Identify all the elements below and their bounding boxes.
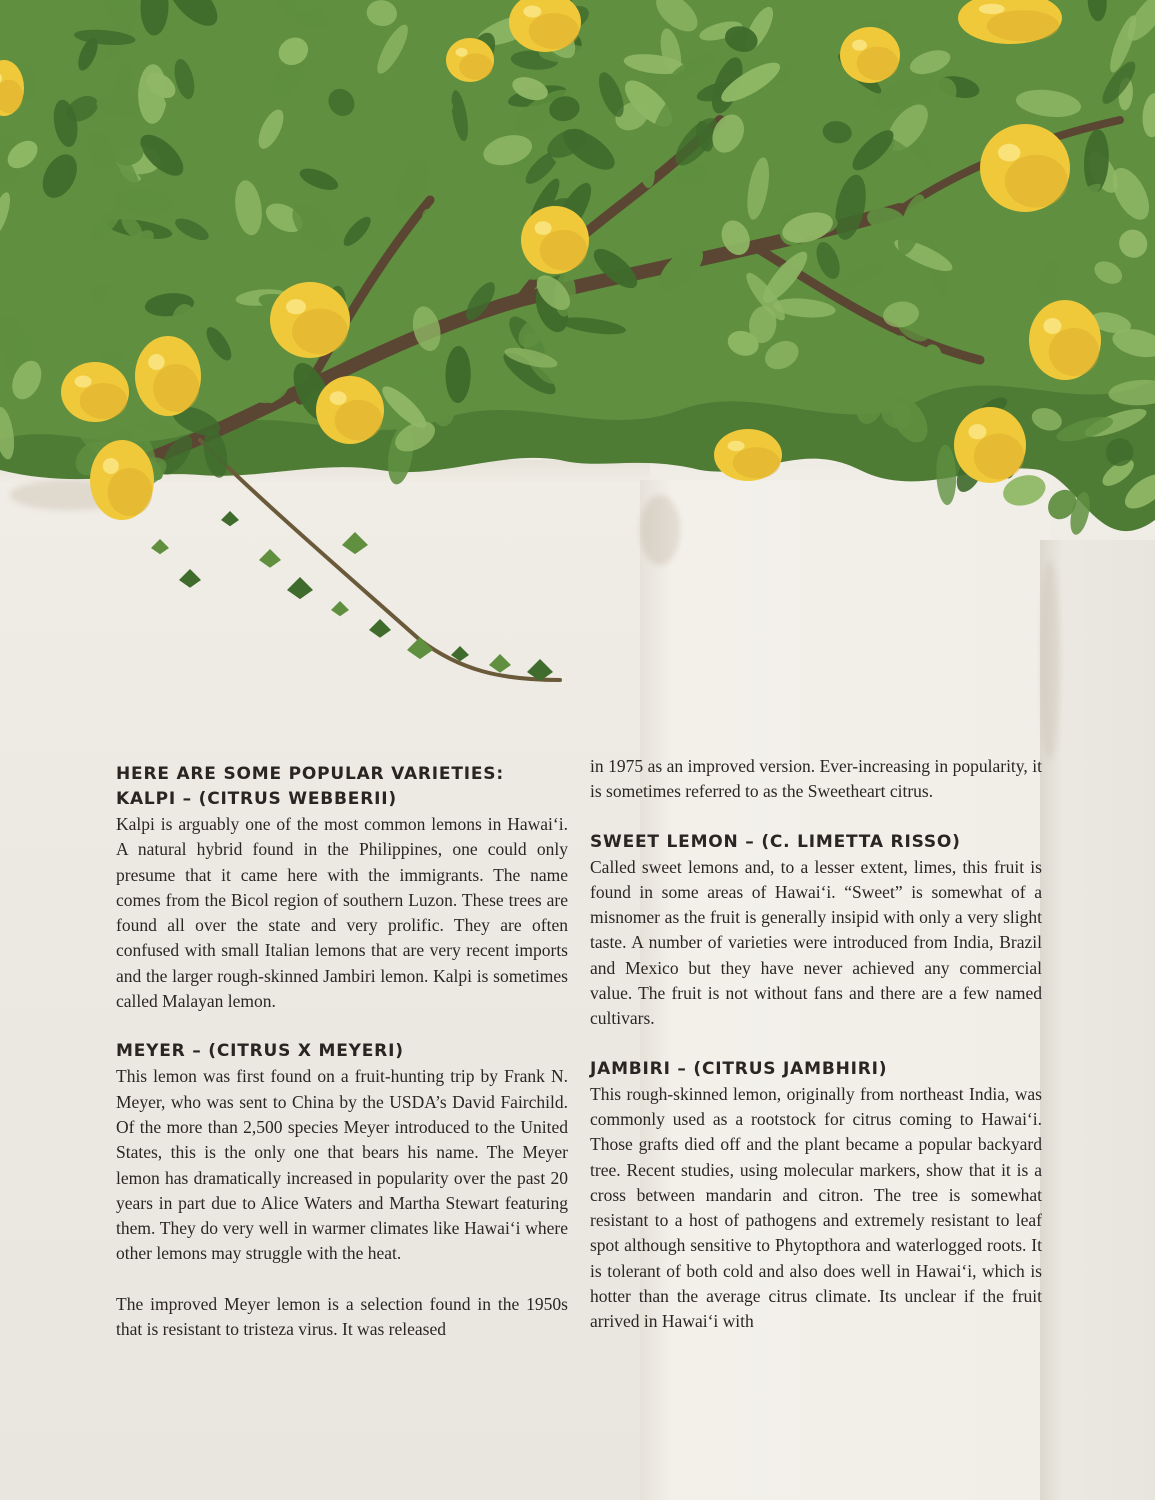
meyer-paragraph: This lemon was first found on a fruit-hunting trip by Frank N. Meyer, who was sent to China by the USDA’s David Fairchild. Of the more than 2,500 species Meyer introduced to the United States, this is the only one that bears his name. The Meyer lemon has dramatically increased in popularity over the past 20 years in part due to Alice Waters and Martha Stewart featuring them. They do very well in warmer climates like Hawai‘i where other lemons may struggle with the heat. [116, 1066, 568, 1264]
kalpi-paragraph: Kalpi is arguably one of the most common lemons in Hawai‘i. A natural hybrid found in the Philippines, one could only presume that it came here with the immigrants. The name comes from the Bicol region of southern Luzon. These trees are found all over the state and very prolific. They are often confused with small Italian lemons that are very recent imports and the larger rough-skinned Jambiri lemon. Kalpi is sometimes called Malayan lemon. [116, 814, 568, 1012]
meyer-heading: MEYER – (CITRUS X MEYERI) [116, 1041, 404, 1062]
meyer-improved-paragraph: The improved Meyer lemon is a selection found in the 1950s that is resistant to tristeza virus. It was released [116, 1293, 568, 1340]
paragraph-spacer [116, 1267, 568, 1292]
paragraph-spacer [116, 1014, 568, 1039]
paragraph-spacer [590, 1032, 1042, 1057]
jambiri-heading: JAMBIRI – (CITRUS JAMBHIRI) [590, 1058, 888, 1079]
sweet-lemon-paragraph: Called sweet lemons and, to a lesser extent, limes, this fruit is found in some areas of Hawai‘i. “Sweet” is somewhat of a misnomer as the fruit is generally insipid with only a very slight taste. A number of varieties were introduced from India, Brazil and Mexico but they have never achieved any commercial value. The fruit is not without fans and there are a few named cultivars. [590, 856, 1042, 1029]
intro-heading: HERE ARE SOME POPULAR VARIETIES: [116, 764, 504, 784]
paragraph-spacer [590, 805, 1042, 830]
article-column-right [590, 756, 1042, 1335]
sweet-lemon-heading: SWEET LEMON – (C. LIMETTA RISSO) [590, 831, 961, 852]
meyer-continued-paragraph: in 1975 as an improved version. Ever-increasing in popularity, it is sometimes referred to as the Sweetheart citrus. [590, 756, 1042, 802]
article-column-left [116, 762, 568, 1342]
kalpi-heading: KALPI – (CITRUS WEBBERII) [116, 789, 397, 809]
jambiri-paragraph: This rough-skinned lemon, originally from northeast India, was commonly used as a rootstock for citrus coming to Hawai‘i. Those grafts died off and the plant became a popular backyard tree. Recent studies, using molecular markers, show that it is a cross between mandarin and citron. The tree is somewhat resistant to a host of pathogens and extremely resistant to leaf spot although sensitive to Phytopthora and waterlogged roots. It is tolerant of both cold and also does well in Hawai‘i, which is hotter than the average citrus climate. Its unclear if the fruit arrived in Hawai‘i with [590, 1083, 1042, 1332]
